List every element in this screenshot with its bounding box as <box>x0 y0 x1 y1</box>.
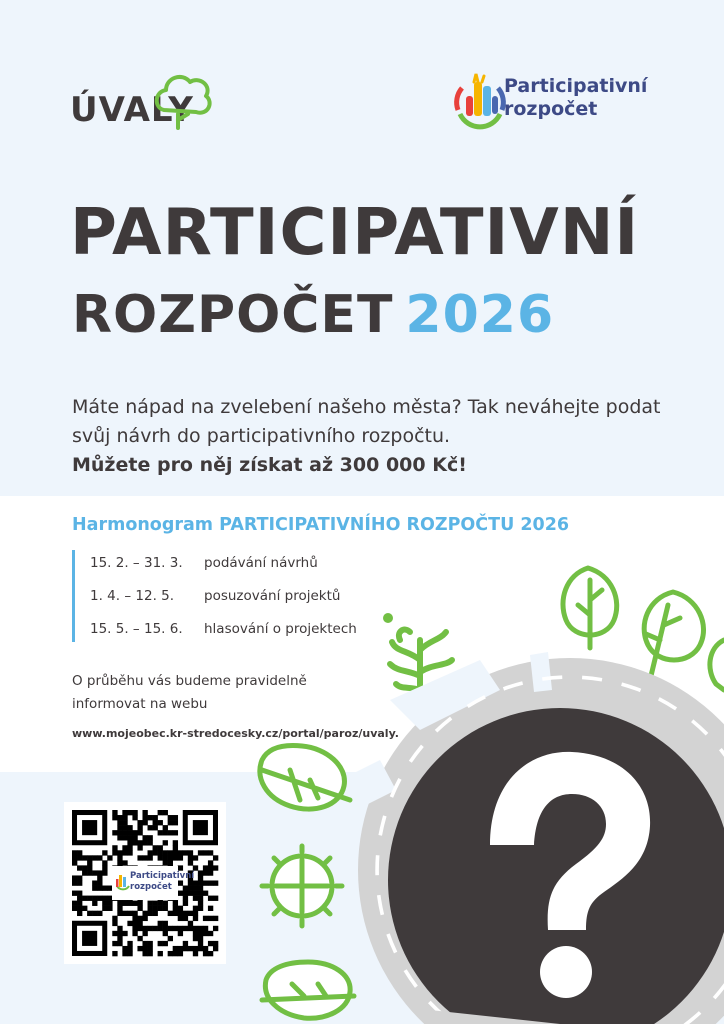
info-text: O průběhu vás budeme pravidelně informovat na webu <box>72 673 307 712</box>
title-year: 2026 <box>405 285 555 345</box>
page-title-line2 <box>72 282 554 348</box>
pr-logo-line1: Participativní <box>504 75 648 97</box>
intro-highlight: Můžete pro něj získat až 300 000 Kč! <box>72 454 467 476</box>
uvaly-logo <box>68 70 218 134</box>
qr-logo-line2: rozpočet <box>130 882 172 892</box>
participatory-budget-logo <box>452 70 662 136</box>
tree-icon <box>262 962 354 1018</box>
qr-logo <box>112 866 195 900</box>
raised-hands-icon <box>452 70 508 136</box>
page-title-line1: PARTICIPATIVNÍ <box>70 196 640 270</box>
title-rozpocet: ROZPOČET <box>72 285 394 345</box>
intro-paragraph <box>72 393 692 480</box>
tree-icon <box>260 746 350 810</box>
uvaly-logo-text: ÚVALY <box>70 90 194 130</box>
pr-logo-line2: rozpočet <box>504 98 598 120</box>
tree-icon <box>644 592 703 680</box>
schedule-label: podávání návrhů <box>204 555 318 571</box>
qr-code[interactable] <box>64 802 226 964</box>
tree-icon <box>563 568 617 648</box>
website-link[interactable]: www.mojeobec.kr-stredocesky.cz/portal/paroz/uvaly. <box>72 727 399 740</box>
schedule-dates: 1. 4. – 12. 5. <box>90 588 175 604</box>
schedule-title: Harmonogram PARTICIPATIVNÍHO ROZPOČTU 2026 <box>72 515 570 535</box>
tree-icon <box>710 640 724 690</box>
schedule-dates: 15. 2. – 31. 3. <box>90 555 183 571</box>
intro-text: Máte nápad na zvelebení našeho města? Tak neváhejte podat svůj návrh do participativního rozpočtu. <box>72 396 661 447</box>
cloud-icon <box>152 70 216 130</box>
schedule-dates: 15. 5. – 15. 6. <box>90 621 183 637</box>
schedule-label: hlasování o projektech <box>204 621 357 637</box>
qr-logo-line1: Participativní <box>130 871 195 881</box>
sun-icon <box>262 846 342 926</box>
schedule-list <box>72 550 405 642</box>
schedule-label: posuzování projektů <box>204 588 341 604</box>
